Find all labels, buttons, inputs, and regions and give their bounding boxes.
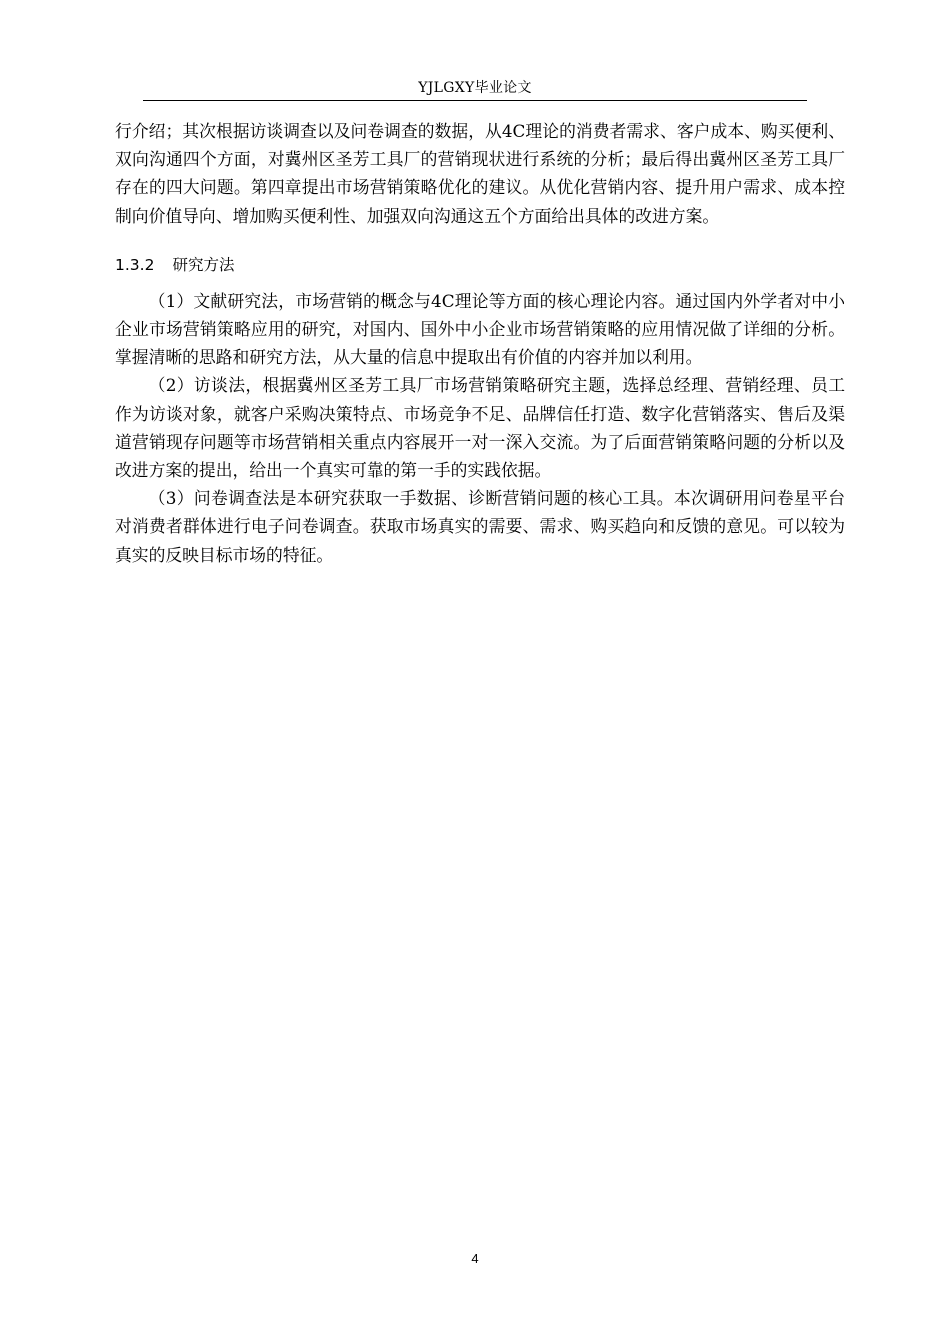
section-number: 1.3.2 — [115, 255, 155, 274]
document-body — [115, 117, 845, 569]
method-paragraph-interview: （2）访谈法，根据冀州区圣芳工具厂市场营销策略研究主题，选择总经理、营销经理、员工作为访谈对象，就客户采购决策特点、市场竞争不足、品牌信任打造、数字化营销落实、售后及渠道营销现存问题等市场营销相关重点内容展开一对一深入交流。为了后面营销策略问题的分析以及改进方案的提出，给出一个真实可靠的第一手的实践依据。 — [115, 375, 845, 481]
method-paragraph-questionnaire: （3）问卷调查法是本研究获取一手数据、诊断营销问题的核心工具。本次调研用问卷星平台对消费者群体进行电子问卷调查。获取市场真实的需要、需求、购买趋向和反馈的意见。可以较为真实的反映目标市场的特征。 — [115, 488, 845, 565]
page-number: 4 — [471, 1251, 479, 1266]
intro-paragraph: 行介绍；其次根据访谈调查以及问卷调查的数据，从4C理论的消费者需求、客户成本、购买便利、双向沟通四个方面，对冀州区圣芳工具厂的营销现状进行系统的分析；最后得出冀州区圣芳工具厂存在的四大问题。第四章提出市场营销策略优化的建议。从优化营销内容、提升用户需求、成本控制向价值导向、增加购买便利性、加强双向沟通这五个方面给出具体的改进方案。 — [115, 121, 845, 226]
header-divider — [143, 100, 807, 101]
section-title: 研究方法 — [172, 255, 235, 274]
section-heading — [115, 251, 845, 279]
page-header — [0, 78, 950, 98]
header-title: YJLGXY毕业论文 — [418, 80, 532, 96]
method-paragraph-literature: （1）文献研究法，市场营销的概念与4C理论等方面的核心理论内容。通过国内外学者对中小企业市场营销策略应用的研究，对国内、国外中小企业市场营销策略的应用情况做了详细的分析。掌握清晰的思路和研究方法，从大量的信息中提取出有价值的内容并加以利用。 — [115, 290, 845, 368]
